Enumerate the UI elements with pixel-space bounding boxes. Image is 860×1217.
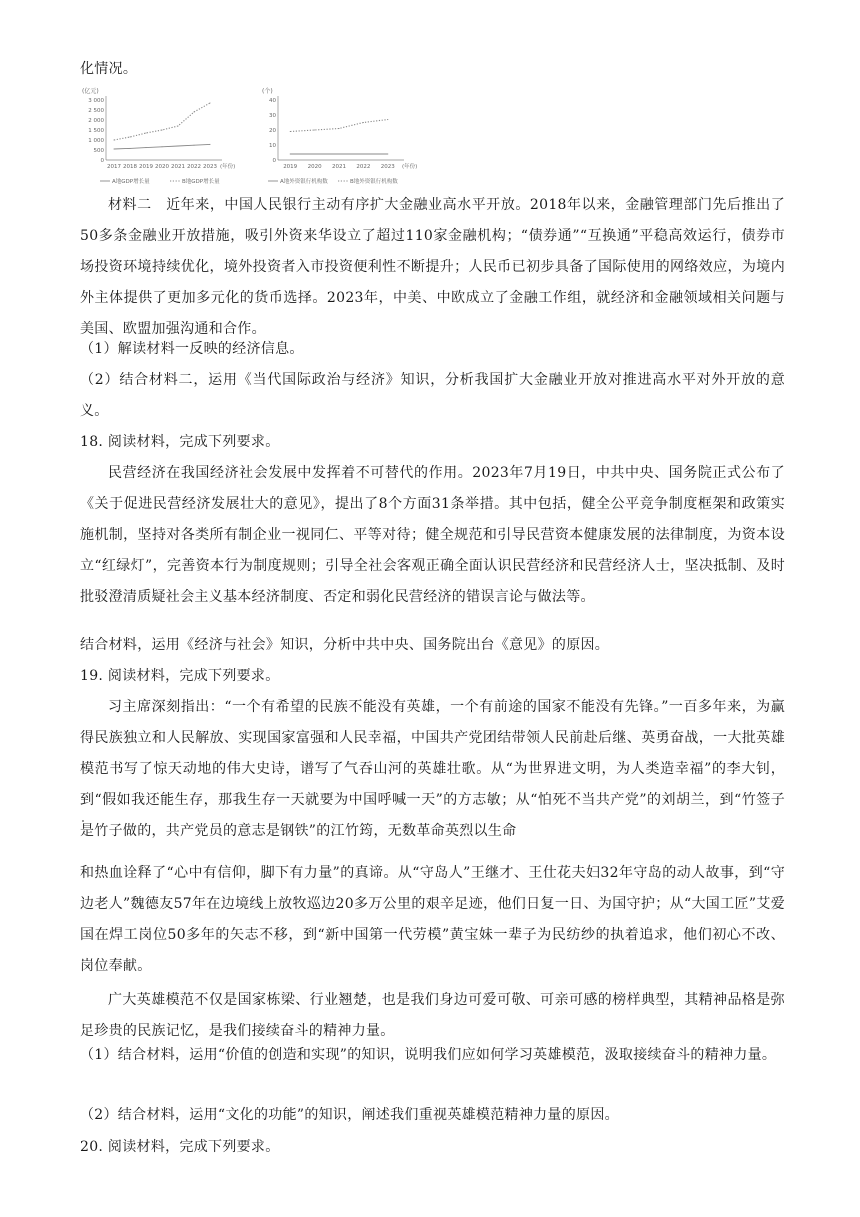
series-line: [290, 120, 388, 132]
question-19-1: （1）结合材料，运用“价值的创造和实现”的知识，说明我们应如何学习英雄模范，汲取接续奋斗的精神力量。: [80, 1047, 777, 1063]
y-tick-label: 30: [269, 113, 276, 119]
question-18-material: 民营经济在我国经济社会发展中发挥着不可替代的作用。2023年7月19日，中共中央、国务院正式公布了《关于促进民营经济发展壮大的意见》，提出了8个方面31条举措。其中包括，健全公平竞争制度框架和政策实施机制，坚持对各类所有制企业一视同仁、平等对待；健全规范和引导民营资本健康发展的法律制度，为资本设立“红绿灯”，完善资本行为制度规则；引导全社会客观正确全面认识民营经济和民营经济人士，坚决抵制、及时批驳澄清质疑社会主义基本经济制度、否定和弱化民营经济的错误言论与做法等。: [80, 465, 785, 605]
y-tick-label: 3 000: [88, 98, 104, 104]
question-19-material-part2: 和热血诠释了“心中有信仰，脚下有力量”的真谛。从“守岛人”王继才、王仕花夫妇32年守岛的动人故事，到“守边老人”魏德友57年在边境线上放牧巡边20多万公里的艰辛足迹，他们日复一日、为国守护；从“大国工匠”艾爱国在焊工岗位50多年的矢志不移，到“新中国第一代劳模”黄宝妹一辈子为民纺纱的执着追求，他们初心不改、岗位奉献。: [80, 865, 785, 974]
data-point: [114, 149, 115, 150]
y-tick-label: 2 500: [88, 108, 104, 114]
data-point: [210, 144, 211, 145]
legend-label: B地外资银行机构数: [350, 179, 398, 185]
y-unit-label: (亿元): [82, 88, 99, 95]
x-tick-label: 2018: [123, 164, 137, 170]
data-point: [387, 119, 388, 120]
x-tick-label: 2022: [187, 164, 201, 170]
question-19-2: （2）结合材料，运用“文化的功能”的知识，阐述我们重视英雄模范精神力量的原因。: [80, 1107, 619, 1123]
question-17-1: （1）解读材料一反映的经济信息。: [80, 341, 304, 357]
text-line: 化情况。: [80, 61, 138, 77]
data-point: [194, 145, 195, 146]
x-tick-label: 2020: [307, 164, 322, 170]
question-17-2: （2）结合材料二，运用《当代国际政治与经济》知识，分析我国扩大金融业开放对推进高水平对外开放的意义。: [80, 372, 785, 419]
data-point: [194, 112, 195, 113]
scan-dot: [82, 820, 84, 822]
x-tick-label: 2021: [171, 164, 185, 170]
y-tick-label: 1 500: [88, 128, 104, 134]
data-point: [290, 154, 291, 155]
y-tick-label: 10: [269, 143, 276, 149]
data-point: [146, 133, 147, 134]
y-tick-label: 0: [272, 158, 276, 164]
data-point: [339, 154, 340, 155]
legend-label: B地GDP增长量: [182, 179, 220, 185]
question-20-heading: 20. 阅读材料，完成下列要求。: [80, 1139, 280, 1155]
legend-label: A地GDP增长量: [112, 179, 150, 185]
data-point: [314, 154, 315, 155]
data-point: [387, 154, 388, 155]
question-18-heading: 18. 阅读材料，完成下列要求。: [80, 434, 280, 450]
question-18-task: 结合材料，运用《经济与社会》知识，分析中共中央、国务院出台《意见》的原因。: [80, 637, 610, 653]
y-tick-label: 0: [100, 158, 104, 164]
question-19-material-part1: 习主席深刻指出：“一个有希望的民族不能没有英雄，一个有前途的国家不能没有先锋。”一百多年来，为赢得民族独立和人民解放、实现国家富强和人民幸福，中国共产党团结带领人民前赴后继、英勇奋战，一大批英雄模范书写了惊天动地的伟大史诗，谱写了气吞山河的英雄壮歌。从“为世界进文明，为人类造幸福”的李大钊，到“假如我还能生存，那我生存一天就要为中国呼喊一天”的方志敏；从“怕死不当共产党”的刘胡兰，到“竹签子是竹子做的，共产党员的意志是钢铁”的江竹筠，无数革命英烈以生命: [80, 699, 785, 839]
data-point: [363, 154, 364, 155]
data-point: [146, 147, 147, 148]
data-point: [130, 137, 131, 138]
y-tick-label: 40: [269, 98, 276, 104]
x-tick-label: 2019: [139, 164, 153, 170]
y-tick-label: 1 000: [88, 138, 104, 144]
y-tick-label: 500: [93, 148, 104, 154]
data-point: [339, 128, 340, 129]
y-tick-label: 20: [269, 128, 276, 134]
foreign-bank-line-chart: [260, 84, 435, 194]
data-point: [210, 103, 211, 104]
x-tick-label: 2019: [283, 164, 298, 170]
data-point: [162, 130, 163, 131]
data-point: [178, 146, 179, 147]
x-tick-label: 2020: [155, 164, 169, 170]
x-tick-label: 2017: [107, 164, 121, 170]
question-19-heading: 19. 阅读材料，完成下列要求。: [80, 668, 280, 684]
data-point: [178, 126, 179, 127]
material-two-paragraph: 材料二 近年来，中国人民银行主动有序扩大金融业高水平开放。2018年以来，金融管理部门先后推出了50多条金融业开放措施，吸引外资来华设立了超过110家金融机构；“债券通”“互换通”平稳高效运行，债券市场投资环境持续优化，境外投资者入市投资便利性不断提升；人民币已初步具备了国际使用的网络效应，为境内外主体提供了更加多元化的货币选择。2023年，中美、中欧成立了金融工作组，就经济和金融领域相关问题与美国、欧盟加强沟通和合作。: [80, 197, 785, 337]
data-point: [314, 130, 315, 131]
charts-row: [80, 84, 440, 194]
x-tick-label: 2023: [203, 164, 217, 170]
data-point: [162, 146, 163, 147]
legend-label: A地外资银行机构数: [280, 179, 328, 185]
y-unit-label: (个): [262, 88, 273, 95]
gdp-line-chart: [80, 84, 250, 194]
data-point: [290, 131, 291, 132]
x-unit-label: (年份): [220, 164, 236, 170]
x-unit-label: (年份): [402, 164, 418, 170]
series-line: [114, 103, 210, 140]
x-tick-label: 2022: [356, 164, 371, 170]
x-tick-label: 2023: [380, 164, 395, 170]
data-point: [130, 148, 131, 149]
data-point: [363, 122, 364, 123]
y-tick-label: 2 000: [88, 118, 104, 124]
question-19-material-part3: 广大英雄模范不仅是国家栋梁、行业翘楚，也是我们身边可爱可敬、可亲可感的榜样典型，其精神品格是弥足珍贵的民族记忆，是我们接续奋斗的精神力量。: [80, 992, 785, 1039]
data-point: [114, 140, 115, 141]
x-tick-label: 2021: [332, 164, 346, 170]
